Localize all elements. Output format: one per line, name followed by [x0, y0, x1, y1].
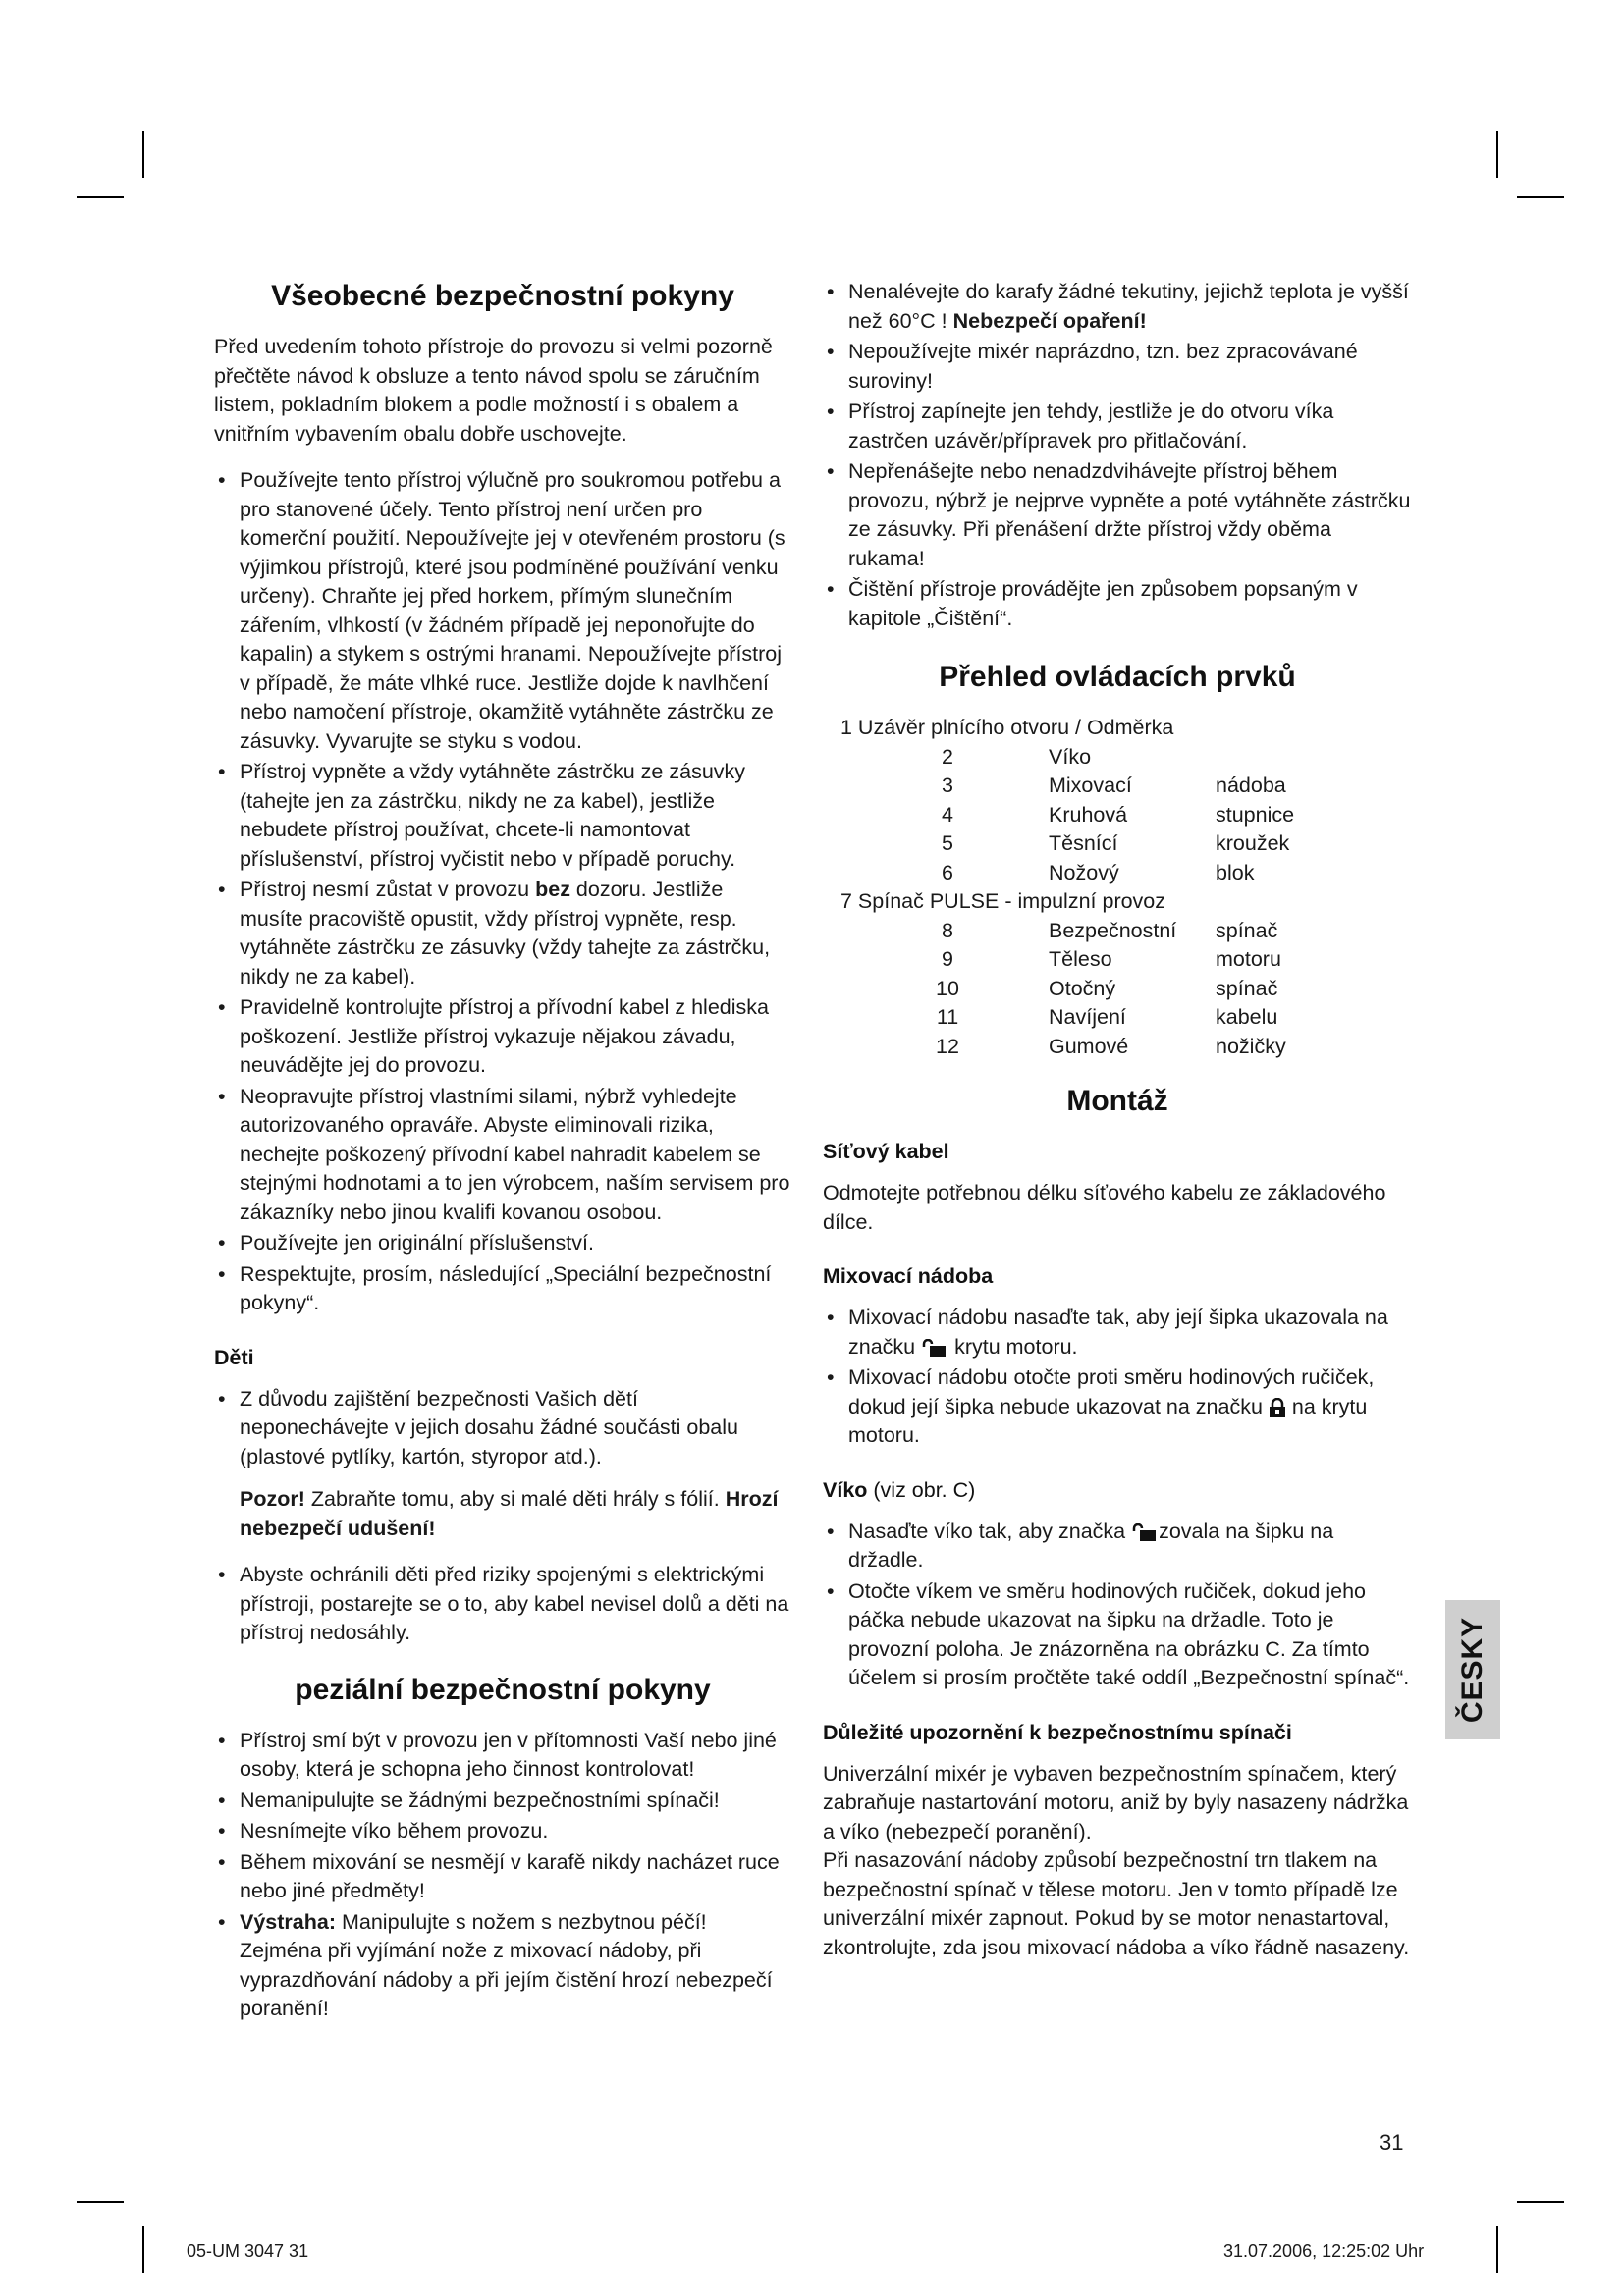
controls-row [823, 917, 1412, 946]
controls-row [823, 801, 1412, 830]
list-item: • Pravidelně kontrolujte přístroj a přívodní kabel z hlediska poškození. Jestliže přístroj vykazuje nějakou závadu, neuvádějte jej do provozu. [214, 993, 791, 1081]
list-item: • Přístroj zapínejte jen tehdy, jestliže je do otvoru víka zastrčen uzávěr/přípravek pro přitlačování. [823, 398, 1412, 455]
controls-cell-a: Mixovací [1049, 774, 1132, 797]
controls-row [823, 1003, 1412, 1033]
controls-cell-b: stupnice [1216, 802, 1295, 827]
controls-cell-b: spínač [1216, 976, 1278, 1000]
controls-heading: Přehled ovládacích prvků [939, 661, 1296, 693]
list-item: • Používejte jen originální příslušenství. [214, 1229, 791, 1258]
crop-mark-bl-v [142, 2226, 144, 2273]
controls-cell-b: nádoba [1216, 774, 1286, 797]
list-item: • Otočte víkem ve směru hodinových ručiček, dokud jeho páčka nebude ukazovat na šipku na držadle. Toto je provozní poloha. Je znázorněna na obrázku C. Za tímto účelem si prosím pročtěte také oddíl „Bezpečnostní spínač“. [823, 1577, 1412, 1693]
controls-row [823, 1033, 1412, 1062]
controls-cell-b: blok [1216, 860, 1255, 884]
controls-cell-a: Těleso [1049, 947, 1112, 971]
general-safety-list [214, 466, 791, 1318]
lock-icon [1269, 1398, 1286, 1417]
controls-row [823, 743, 1412, 773]
controls-row [823, 945, 1412, 975]
cable-heading: Síťový kabel [823, 1140, 949, 1163]
controls-cell-b: kabelu [1216, 1005, 1278, 1029]
controls-cell-a: Gumové [1049, 1034, 1129, 1058]
controls-group-1 [823, 743, 1412, 888]
lid-heading: Víko (viz obr. C) [823, 1477, 976, 1502]
controls-cell-a: Nožový [1049, 860, 1119, 884]
assembly-heading: Montáž [1066, 1085, 1168, 1117]
list-item: • Z důvodu zajištění bezpečnosti Vašich dětí neponechávejte v jejich dosahu žádné součásti obalu (plastové pytlíky, kartón, styropor atd.). [214, 1385, 791, 1472]
controls-cell-a: Víko [1049, 744, 1092, 769]
controls-cell-n: 10 [936, 976, 959, 1000]
continued-safety-list [823, 278, 1412, 633]
list-item: • Během mixování se nesmějí v karafě nikdy nacházet ruce nebo jiné předměty! [214, 1848, 791, 1906]
controls-cell-a: Navíjení [1049, 1005, 1126, 1029]
crop-mark-tl-h [77, 196, 124, 198]
controls-cell-n: 6 [942, 860, 953, 884]
cable-paragraph: Odmotejte potřebnou délku síťového kabelu ze základového dílce. [823, 1181, 1386, 1234]
controls-cell-b: nožičky [1216, 1034, 1286, 1058]
controls-cell-b: motoru [1216, 947, 1281, 971]
safety-paragraph-2: Při nasazování nádoby způsobí bezpečnostní trn tlakem na bezpečnostní spínač v tělese motoru. Jen v tomto případě lze univerzální mixér zapnout. Pokud by se motor nenastartoval, zkontrolujte, zda jsou mixovací nádoba a víko řádně nasazeny. [823, 1848, 1410, 1959]
list-item: • Přístroj vypněte a vždy vytáhněte zástrčku ze zásuvky (tahejte jen za zástrčku, nikdy ne za kabel), jestliže nebudete přístroj používat, chcete-li namontovat příslušenství, přístroj vyčistit nebo v případě poruchy. [214, 758, 791, 874]
controls-cell-n: 12 [936, 1034, 959, 1058]
list-item: • Neopravujte přístroj vlastními silami, nýbrž vyhledejte autorizovaného opraváře. Abyste eliminovali rizika, nechejte poškozený přívodní kabel nahradit kabelem se stejnými hodnotami a to jen výrobcem, naším servisem pro zákazníky nebo jinou kvalifi kovanou osobou. [214, 1083, 791, 1228]
controls-cell-a: Těsnící [1049, 831, 1118, 855]
controls-cell-a: Bezpečnostní [1049, 918, 1177, 942]
safety-paragraph-1: Univerzální mixér je vybaven bezpečnostním spínačem, který zabraňuje nastartování motoru, aniž by byly nasazeny nádržka a víko (nebezpečí poranění). [823, 1761, 1409, 1843]
controls-cell-n: 4 [942, 802, 953, 827]
unlock-icon [1131, 1523, 1159, 1541]
controls-group-2 [823, 917, 1412, 1062]
controls-row [823, 859, 1412, 888]
controls-cell-n: 5 [942, 831, 953, 855]
list-item: • Používejte tento přístroj výlučně pro soukromou potřebu a pro stanovené účely. Tento přístroj není určen pro komerční použití. Nepoužívejte jej v otevřeném prostoru (s výjimkou přístrojů, které jsou podmíněné používání venku určeny). Chraňte jej před horkem, přímým slunečním zářením, vlhkostí (v žádném případě jej neponořujte do kapalin) a stykem s ostrými hranami. Nepoužívejte přístroj v případě, že máte vlhké ruce. Jestliže dojde k navlhčení nebo namočení přístroje, okamžitě vytáhněte zástrčku ze zásuvky. Vyvarujte se styku s vodou. [214, 466, 791, 756]
intro-paragraph: Před uvedením tohoto přístroje do provozu si velmi pozorně přečtěte návod k obsluze a tento návod spolu se záručním listem, pokladním blokem a podle možností i s obalem a vnitřním vybavením obalu dobře uschovejte. [214, 335, 773, 446]
list-item: • Mixovací nádobu otočte proti směru hodinových ručiček, dokud její šipka nebude ukazovat na značku na krytu motoru. [823, 1363, 1412, 1451]
list-item: • Přístroj nesmí zůstat v provozu bez dozoru. Jestliže musíte pracoviště opustit, vždy přístroj vypněte, resp. vytáhněte zástrčku ze zásuvky (vždy tahejte za zástrčku, nikdy ne za kabel). [214, 876, 791, 991]
children-heading: Děti [214, 1345, 254, 1369]
list-item: • Čištění přístroje provádějte jen způsobem popsaným v kapitole „Čištění“. [823, 575, 1412, 633]
list-item: • Výstraha: Manipulujte s nožem s nezbytnou péčí! Zejména při vyjímání nože z mixovací nádoby, při vyprazdňování nádoby a při jejím čistění hrozí nebezpečí poranění! [214, 1908, 791, 2024]
controls-cell-n: 8 [942, 918, 953, 942]
page-number: 31 [1380, 2130, 1404, 2155]
controls-cell-n: 9 [942, 947, 953, 971]
bowl-heading: Mixovací nádoba [823, 1264, 994, 1288]
controls-cell-a: Kruhová [1049, 802, 1128, 827]
crop-mark-bl-h [77, 2201, 124, 2203]
list-item: • Nemanipulujte se žádnými bezpečnostními spínači! [214, 1787, 791, 1816]
list-item: • Nepoužívejte mixér naprázdno, tzn. bez zpracovávané suroviny! [823, 338, 1412, 396]
crop-mark-br-h [1517, 2201, 1564, 2203]
list-item: • Nasaďte víko tak, aby značka zovala na šipku na držadle. [823, 1518, 1412, 1575]
children-list-2 [214, 1561, 791, 1648]
controls-row: 1 Uzávěr plnícího otvoru / Odměrka [840, 716, 1174, 739]
controls-cell-n: 2 [942, 744, 953, 769]
safety-switch-heading: Důležité upozornění k bezpečnostnímu spínači [823, 1720, 1292, 1744]
controls-cell-n: 11 [936, 1005, 959, 1029]
general-safety-heading: Všeobecné bezpečnostní pokyny [271, 280, 734, 312]
controls-row [823, 829, 1412, 859]
controls-cell-n: 3 [942, 774, 953, 797]
controls-cell-b: spínač [1216, 918, 1278, 942]
crop-mark-br-v [1496, 2226, 1498, 2273]
crop-mark-tl-v [142, 131, 144, 178]
controls-row [823, 772, 1412, 801]
list-item: • Respektujte, prosím, následující „Speciální bezpečnostní pokyny“. [214, 1260, 791, 1318]
list-item: • Abyste ochránili děti před riziky spojenými s elektrickými přístroji, postarejte se o to, aby kabel nevisel dolů a děti na přístroj nedosáhly. [214, 1561, 791, 1648]
list-item: • Mixovací nádobu nasaďte tak, aby její šipka ukazovala na značku krytu motoru. [823, 1304, 1412, 1362]
unlock-icon [921, 1339, 948, 1357]
special-safety-heading: peziální bezpečnostní pokyny [295, 1673, 711, 1706]
left-column [214, 278, 791, 2038]
crop-mark-tr-h [1517, 196, 1564, 198]
crop-mark-tr-v [1496, 131, 1498, 178]
controls-cell-b: kroužek [1216, 831, 1290, 855]
controls-list [823, 714, 1412, 1061]
list-item: • Nenalévejte do karafy žádné tekutiny, jejichž teplota je vyšší než 60°C ! Nebezpečí opaření! [823, 278, 1412, 336]
controls-row: 7 Spínač PULSE - impulzní provoz [840, 889, 1166, 913]
lid-list [823, 1518, 1412, 1693]
special-safety-list [214, 1727, 791, 2024]
list-item: • Nepřenášejte nebo nenadzdvihávejte přístroj během provozu, nýbrž je nejprve vypněte a poté vytáhněte zástrčku ze zásuvky. Při přenášení držte přístroj vždy oběma rukama! [823, 457, 1412, 573]
suffocation-warning: Pozor! Zabraňte tomu, aby si malé děti hrály s fólií. Hrozí nebezpečí udušení! [240, 1487, 779, 1540]
right-column [823, 278, 1412, 1980]
controls-cell-a: Otočný [1049, 976, 1116, 1000]
list-item: • Nesnímejte víko během provozu. [214, 1817, 791, 1846]
footer-left: 05-UM 3047 31 [187, 2241, 309, 2261]
controls-row [823, 975, 1412, 1004]
bowl-list [823, 1304, 1412, 1451]
footer-right: 31.07.2006, 12:25:02 Uhr [1223, 2241, 1425, 2261]
children-list [214, 1385, 791, 1472]
list-item: • Přístroj smí být v provozu jen v přítomnosti Vaší nebo jiné osoby, která je schopna jeho činnost kontrolovat! [214, 1727, 791, 1785]
language-tab: ČESKY [1445, 1600, 1500, 1739]
